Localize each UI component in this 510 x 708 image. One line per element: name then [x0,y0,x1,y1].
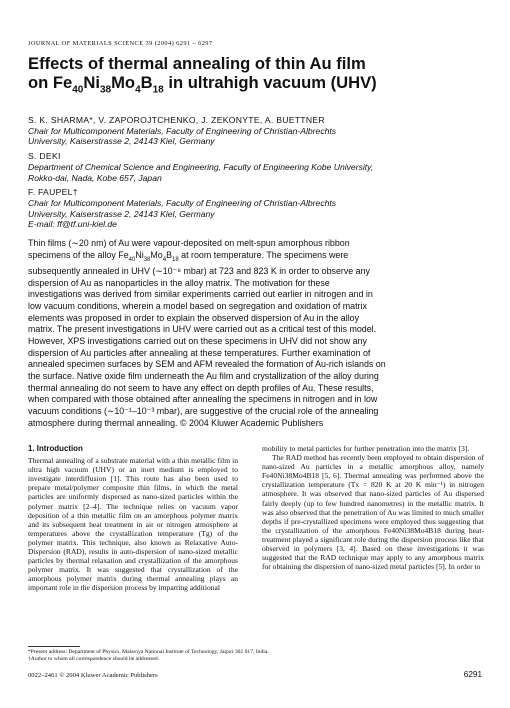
abstract-line: Thin films (∼20 nm) of Au were vapour-deposited on melt-spun amorphous ribbon [28,238,350,248]
affiliation: Department of Chemical Science and Engineering, Faculty of Engineering Kobe University, [28,161,374,172]
author-names: S. DEKI [28,151,61,162]
title-line-2: on $Fe_{40}Ni_{38}Mo_4B_{18}$ in ultrahigh vacuum (UHV) [28,73,377,96]
abstract-line: atmosphere during thermal annealing. © 2004 Kluwer Academic Publishers [28,417,324,428]
journal-header: JOURNAL OF MATERIALS SCIENCE 39 (2004) 6291 – 6297 [28,40,213,47]
author-group-1 [28,115,488,147]
abstract-line: thermal annealing do not seem to have any effect on depth profiles of Au. These results, [28,382,374,393]
abstract-line: the surface. Native oxide film underneath the Au film and crystallization of the alloy during [28,371,379,381]
abstract [28,238,482,429]
page-number: 6291 [463,670,482,679]
abstract-line: However, XPS investigations carried out on these specimens in UHV did not show any [28,336,367,347]
abstract-line: vacuum conditions (∼10⁻¹–10⁻³ mbar), are suggestive of the crucial role of the annealing [28,405,379,416]
body-column-right [262,444,484,571]
abstract-line: dispersion of Au particles after annealing at these temperatures. Further examination of [28,347,371,358]
abstract-line: investigations was derived from similar experiments carried out earlier in nitrogen and in [28,289,373,300]
paper-title [28,54,488,99]
footnote-rule [28,646,80,647]
footnotes [28,649,428,663]
author-block [28,115,488,234]
abstract-line: dispersion of Au as nanoparticles in the alloy matrix. The motivation for these [28,277,330,288]
author-email: E-mail: ff@tf.uni-kiel.de [28,219,117,230]
affiliation: Chair for Multicomponent Materials, Faculty of Engineering of Christian-Albrechts [28,125,337,136]
abstract-line: elements was proposed in order to explain the observed dispersion of Au in the alloy [28,312,360,323]
paragraph: Thermal annealing of a substrate material with a thin metallic film in ultra high vacuum (UHV) or an inert medium is employed to investigate interdiffusion [1]. This route has also been used to prepare metal/polymer composite thin films, in which the metal particles are uniformly dispersed as nano-sized particles within the polymer matrix [2–4]. The technique relies on vacuum vapor deposition of a thin metallic film on an amorphous polymer matrix and its subsequent heat treatment in air or nitrogen atmosphere at temperatures above the crystallization temperature (Tg) of the polymer matrix. This technique, also known as Relaxative Auto-Dispersion (RAD), results in auto-dispersion of nano-sized metallic particles by thermal relaxation and crystallization of the amorphous polymer matrix. It was suggested that crystallization of the amorphous polymer matrix during thermal annealing plays an important role in the dispersion process by imparting additional [28,456,238,593]
title-line-1: Effects of thermal annealing of thin Au film [28,54,366,73]
footnote: *Present address: Department of Physics, Malaviya National Institute of Technology, Jaipur 302 017, India. [28,649,269,655]
paragraph: mobility to metal particles for further penetration into the matrix [3]. [262,444,470,453]
abstract-line: matrix. The present investigations in UHV were carried out as a critical test of this model. [28,324,377,335]
affiliation: Rokko-dai, Nada, Kobe 657, Japan [28,172,162,183]
issn-copyright: 0022–2461 © 2004 Kluwer Academic Publishers [28,672,158,679]
author-names: S. K. SHARMA*, V. ZAPOROJTCHENKO, J. ZEKONYTE, A. BUETTNER [28,115,325,125]
affiliation: University, Kaiserstrasse 2, 24143 Kiel, Germany [28,208,215,219]
footnote: †Author to whom all correspondence should be addressed. [28,656,160,663]
abstract-line: annealed specimen surfaces by SEM and AFM revealed the formation of Au-rich islands on [28,359,386,370]
abstract-line: specimens of the alloy $Fe_{40}Ni_{38}Mo_4B_{18}$ at room temperature. The specimens were [28,249,349,263]
author-names: F. FAUPEL† [28,187,78,198]
body-column-left [28,444,238,593]
author-group-3 [28,187,488,230]
abstract-line: low vacuum conditions, wherein a model based on segregation and oxidation of matrix [28,301,367,312]
section-heading: 1. Introduction [28,444,83,453]
paragraph: The RAD method has recently been employed to obtain dispersion of nano-sized Au particles in a metallic amorphous alloy, namely Fe40Ni38Mo4B18 [5, 6]. Thermal annealing was performed above the crystallization temperature (Tx = 820 K at 20 K min⁻¹) in nitrogen atmosphere. It was observed that nano-sized particles of Au dispersed fairly deeply (up to few hundred nanometres) in the metallic matrix. It was also observed that the penetration of Au was limited to much smaller depths if pre-crystallized specimens were employed thus suggesting that the crystallization of the amorphous Fe40Ni38Mo4B18 during heat-treatment played a significant role during the dispersion process like that observed in polymers [3, 4]. Based on these investigations it was suggested that the RAD technique may apply to any amorphous matrix for obtaining the dispersion of nano-sized metal particles [5]. In order to [262,453,484,572]
abstract-line: subsequently annealed in UHV (∼10⁻⁸ mbar) at 723 and 823 K in order to observe any [28,266,370,277]
abstract-line: when compared with those obtained after annealing the specimens in nitrogen and in low [28,394,378,405]
author-group-2 [28,151,488,183]
affiliation: University, Kaiserstrasse 2, 24143 Kiel, Germany [28,136,215,147]
affiliation: Chair for Multicomponent Materials, Faculty of Engineering of Christian-Albrechts [28,197,337,208]
